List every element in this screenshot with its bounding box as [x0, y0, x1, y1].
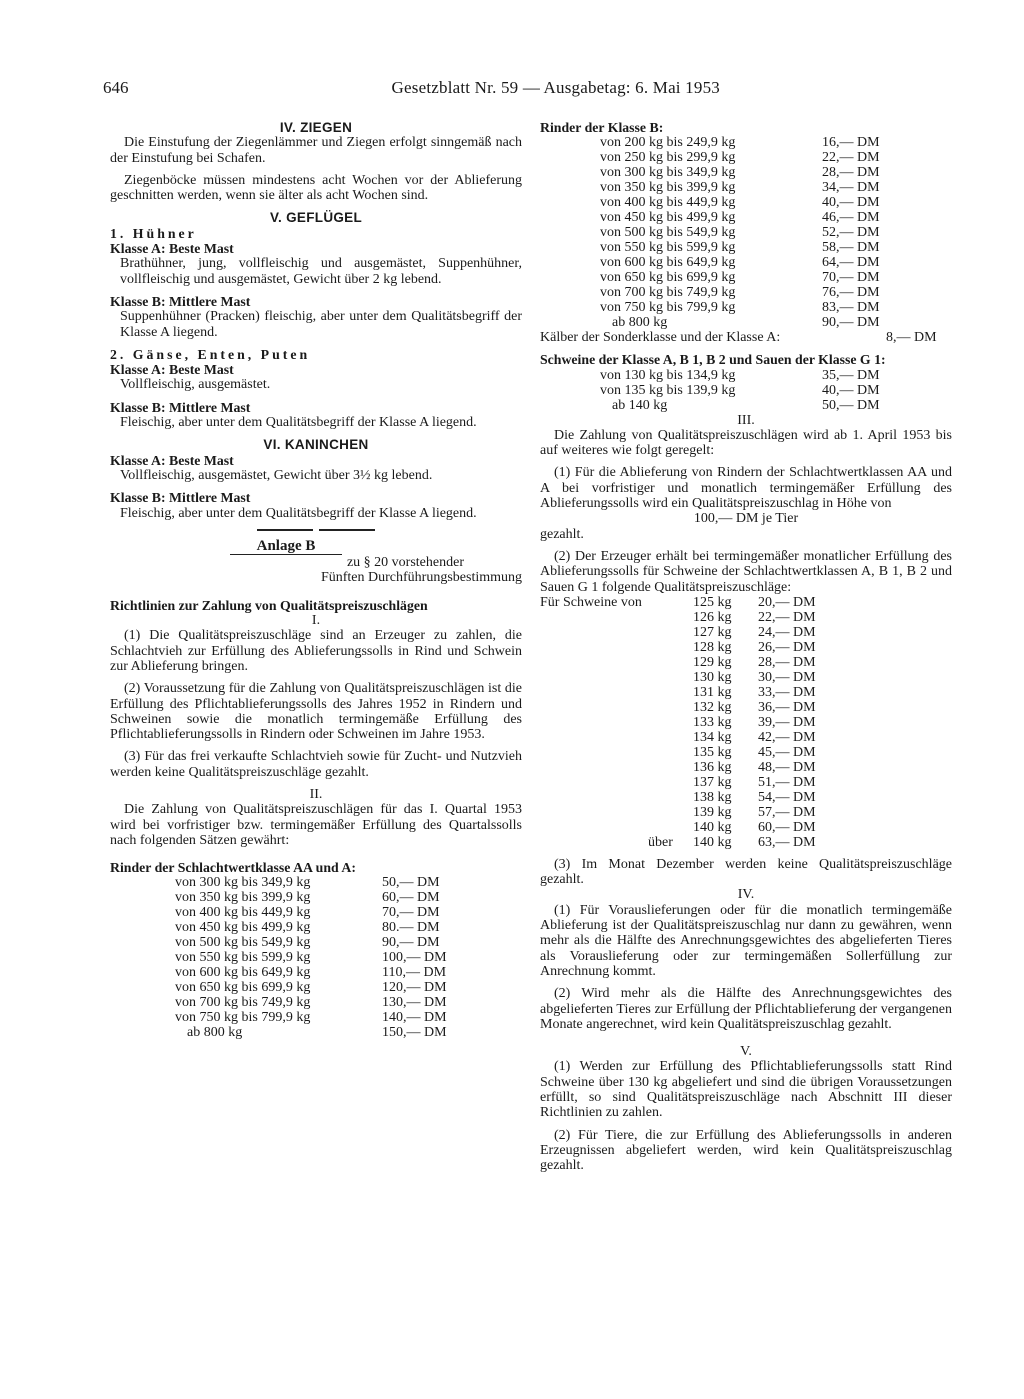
gazette-title: Gesetzblatt Nr. 59 — Ausgabetag: 6. Mai 1953 — [391, 78, 720, 97]
price: 60,— DM — [382, 890, 440, 906]
table-row — [540, 300, 952, 315]
price: 63,— DM — [758, 834, 816, 850]
table-row — [540, 745, 952, 760]
table-row — [110, 1010, 522, 1025]
price-table-pigs — [540, 368, 952, 413]
table-row — [540, 255, 952, 270]
price: 70,— DM — [822, 270, 880, 286]
price: 35,— DM — [822, 367, 880, 383]
table-heading: Schweine der Klasse A, B 1, B 2 und Sauen der Klasse G 1: — [540, 352, 886, 368]
paragraph: (3) Für das frei verkaufte Schlachtvieh sowie für Zucht- und Nutzvieh werden keine Qualitätspreiszuschläge gezahlt. — [110, 749, 522, 780]
price: 42,— DM — [758, 729, 816, 745]
section-number: I. — [311, 613, 321, 629]
price: 54,— DM — [758, 789, 816, 805]
row-label: Für Schweine von — [540, 594, 642, 610]
paragraph: Die Einstufung der Ziegenlämmer und Ziegen erfolgt sinngemäß nach der Einstufung bei Schafen. — [110, 135, 522, 166]
weight: 129 kg — [693, 654, 732, 670]
left-column — [110, 120, 522, 1040]
weight-range: von 200 kg bis 249,9 kg — [600, 135, 736, 151]
weight-range: von 550 kg bis 599,9 kg — [175, 950, 311, 966]
weight-range: von 650 kg bis 699,9 kg — [175, 980, 311, 996]
weight: 133 kg — [693, 714, 732, 730]
table-row — [540, 730, 952, 745]
paragraph: Ziegenböcke müssen mindestens acht Wochen vor der Ablieferung geschnitten werden, wenn sie älter als acht Wochen sind. — [110, 172, 522, 204]
price: 130,— DM — [382, 995, 447, 1011]
price: 58,— DM — [822, 240, 880, 256]
paragraph: Vollfleischig, ausgemästet, Gewicht über 3½ kg lebend. — [120, 467, 433, 483]
weight-range: von 250 kg bis 299,9 kg — [600, 150, 736, 166]
table-row — [540, 655, 952, 670]
paragraph: Die Zahlung von Qualitätspreiszuschlägen für das I. Quartal 1953 wird bei vorfristiger bzw. termingemäßer Erfüllung des Quartalssolls nach folgenden Sätzen gewährt: — [110, 802, 522, 848]
weight-range: von 400 kg bis 449,9 kg — [600, 195, 736, 211]
price: 80.— DM — [382, 920, 440, 936]
table-row — [110, 950, 522, 965]
price: 70,— DM — [382, 905, 440, 921]
class-heading: Klasse B: Mittlere Mast — [110, 399, 251, 415]
weight-range: von 600 kg bis 649,9 kg — [175, 965, 311, 981]
paragraph: (2) Wird mehr als die Hälfte des Anrechnungsgewichtes des abgelieferten Tieres zur Erfüllung der Pflichtablieferung der vergangenen Monate angerechnet, wird kein Qualitätspreiszuschlag gezahlt. — [540, 986, 952, 1032]
weight: 139 kg — [693, 804, 732, 820]
table-row — [110, 905, 522, 920]
paragraph: Fleischig, aber unter dem Qualitätsbegriff der Klasse A liegend. — [120, 415, 477, 431]
price: 26,— DM — [758, 639, 816, 655]
table-row — [110, 965, 522, 980]
annex-subtitle: zu § 20 vorstehender — [346, 555, 464, 571]
price: 22,— DM — [822, 150, 880, 166]
table-row — [540, 775, 952, 790]
weight-range: von 600 kg bis 649,9 kg — [600, 255, 736, 271]
table-row — [540, 210, 952, 225]
weight-range: von 300 kg bis 349,9 kg — [600, 165, 736, 181]
guideline-title: Richtlinien zur Zahlung von Qualitätspreiszuschlägen — [110, 597, 428, 613]
table-row — [110, 875, 522, 890]
table-row — [540, 610, 952, 625]
weight-range: von 700 kg bis 749,9 kg — [600, 285, 736, 301]
class-heading: Klasse B: Mittlere Mast — [110, 293, 251, 309]
price: 39,— DM — [758, 714, 816, 730]
section-heading-gefluegel: V. GEFLÜGEL — [269, 210, 363, 226]
table-row — [110, 920, 522, 935]
price: 83,— DM — [822, 300, 880, 316]
price: 52,— DM — [822, 225, 880, 241]
section-heading-ziegen: IV. ZIEGEN — [279, 120, 353, 135]
section-number: V. — [740, 1044, 752, 1060]
price: 45,— DM — [758, 744, 816, 760]
calves-price: 8,— DM — [886, 330, 937, 346]
class-heading: Klasse A: Beste Mast — [110, 241, 234, 257]
price: 33,— DM — [758, 684, 816, 700]
weight: 135 kg — [693, 744, 732, 760]
weight-range: von 700 kg bis 749,9 kg — [175, 995, 311, 1011]
paragraph: (1) Die Qualitätspreiszuschläge sind an Erzeuger zu zahlen, die Schlachtvieh zur Erfüllung des Ablieferungssolls in Rind und Schwein zur Ablieferung bringen. — [110, 628, 522, 674]
weight-range: von 130 kg bis 134,9 kg — [600, 367, 736, 383]
table-row — [540, 790, 952, 805]
price: 48,— DM — [758, 759, 816, 775]
table-row — [540, 165, 952, 180]
page-number: 646 — [103, 78, 129, 97]
paragraph: (2) Voraussetzung für die Zahlung von Qualitätspreiszuschlägen ist die Erfüllung des Pflichtablieferungssolls des Jahres 1952 in Rindern und Schweinen sowie die monatlich termingemäße Erfüllung des Pflichtablieferungssolls in Rindern oder Schweinen im Jahre 1953. — [110, 681, 522, 743]
price-table-aa — [110, 875, 522, 1040]
table-row — [540, 240, 952, 255]
paragraph: (2) Für Tiere, die zur Erfüllung des Ablieferungssolls in anderen Erzeugnissen abgeliefert werden, wird kein Qualitätspreiszuschlag gezahlt. — [540, 1127, 952, 1174]
table-row — [540, 180, 952, 195]
weight-range: von 750 kg bis 799,9 kg — [600, 300, 736, 316]
weight-range: von 450 kg bis 499,9 kg — [600, 210, 736, 226]
paragraph: (1) Werden zur Erfüllung des Pflichtablieferungssolls statt Rind Schweine über 130 kg abgeliefert und sind die übrigen Voraussetzungen erfüllt, so sind Qualitätspreiszuschläge nach Abschnitt III dieser Richtlinien zu zahlen. — [540, 1059, 952, 1121]
weight: 131 kg — [693, 684, 732, 700]
table-row — [540, 150, 952, 165]
table-heading: Rinder der Klasse B: — [540, 120, 664, 135]
table-row — [540, 835, 952, 850]
paragraph: Suppenhühner (Pracken) fleischig, aber unter dem Qualitätsbegriff der Klasse A liegend. — [120, 309, 522, 340]
weight-range: ab 140 kg — [612, 397, 668, 413]
table-row — [540, 820, 952, 835]
paragraph-end: gezahlt. — [540, 526, 584, 542]
section-heading-kaninchen: VI. KANINCHEN — [263, 437, 369, 453]
table-row — [540, 670, 952, 685]
weight: 130 kg — [693, 669, 732, 685]
table-row — [540, 715, 952, 730]
price: 28,— DM — [758, 654, 816, 670]
table-row — [110, 1025, 522, 1040]
weight: 127 kg — [693, 624, 732, 640]
weight-range: von 500 kg bis 549,9 kg — [175, 935, 311, 951]
weight: 140 kg — [693, 819, 732, 835]
price: 16,— DM — [822, 135, 880, 151]
price: 90,— DM — [822, 315, 880, 331]
right-column — [540, 120, 952, 1174]
paragraph: (1) Für die Ablieferung von Rindern der Schlachtwertklassen AA und A bei vorfristiger und monatlich termingemäßer Erfüllung des Ablieferungssolls wird ein Qualitätspreiszuschlag in Höhe von — [540, 465, 952, 512]
weight: 128 kg — [693, 639, 732, 655]
price: 24,— DM — [758, 624, 816, 640]
table-row — [540, 640, 952, 655]
weight: 140 kg — [693, 834, 732, 850]
weight: 138 kg — [693, 789, 732, 805]
table-row — [110, 995, 522, 1010]
weight: 132 kg — [693, 699, 732, 715]
price: 76,— DM — [822, 285, 880, 301]
class-heading: Klasse B: Mittlere Mast — [110, 490, 251, 506]
weight-range: von 350 kg bis 399,9 kg — [175, 890, 311, 906]
class-heading: Klasse A: Beste Mast — [110, 362, 234, 378]
annex-subtitle: Fünften Durchführungsbestimmung — [320, 570, 522, 586]
section-number: III. — [737, 412, 755, 428]
price: 51,— DM — [758, 774, 816, 790]
paragraph: (3) Im Monat Dezember werden keine Qualitätspreiszuschläge gezahlt. — [540, 856, 952, 888]
table-row — [540, 595, 952, 610]
annex-title: Anlage B — [230, 539, 342, 555]
price: 30,— DM — [758, 669, 816, 685]
subheading: 1. Hühner — [110, 225, 197, 241]
table-row — [540, 685, 952, 700]
amount: 100,— DM je Tier — [693, 511, 799, 527]
page-header — [103, 78, 720, 100]
weight: 134 kg — [693, 729, 732, 745]
price: 100,— DM — [382, 950, 447, 966]
price: 60,— DM — [758, 819, 816, 835]
table-row — [540, 368, 952, 383]
paragraph: Die Zahlung von Qualitätspreiszuschlägen wird ab 1. April 1953 bis auf weiteres wie folgt geregelt: — [540, 427, 952, 459]
price: 34,— DM — [822, 180, 880, 196]
separator-rule — [246, 529, 386, 531]
weight-range: von 300 kg bis 349,9 kg — [175, 875, 311, 891]
price: 120,— DM — [382, 980, 447, 996]
price: 150,— DM — [382, 1025, 447, 1041]
price: 140,— DM — [382, 1010, 447, 1026]
table-row — [110, 890, 522, 905]
price: 36,— DM — [758, 699, 816, 715]
weight-range: von 550 kg bis 599,9 kg — [600, 240, 736, 256]
weight: 137 kg — [693, 774, 732, 790]
weight: 125 kg — [693, 594, 732, 610]
table-row — [110, 980, 522, 995]
table-row — [540, 805, 952, 820]
weight-range: ab 800 kg — [612, 315, 668, 331]
calves-label: Kälber der Sonderklasse und der Klasse A: — [540, 330, 781, 346]
table-row — [540, 625, 952, 640]
weight-range: von 650 kg bis 699,9 kg — [600, 270, 736, 286]
calves-line — [540, 330, 952, 345]
price-table-b — [540, 135, 952, 330]
weight: 136 kg — [693, 759, 732, 775]
price: 40,— DM — [822, 382, 880, 398]
table-row — [540, 270, 952, 285]
weight: 126 kg — [693, 609, 732, 625]
table-row — [110, 935, 522, 950]
paragraph: Fleischig, aber unter dem Qualitätsbegriff der Klasse A liegend. — [120, 505, 477, 521]
price: 110,— DM — [382, 965, 447, 981]
price: 57,— DM — [758, 804, 816, 820]
table-row — [540, 315, 952, 330]
weight-range: von 750 kg bis 799,9 kg — [175, 1010, 311, 1026]
paragraph: (2) Der Erzeuger erhält bei termingemäßer monatlicher Erfüllung des Ablieferungssolls für Schweine der Schlachtwertklassen A, B 1, B 2 und Sauen G 1 folgende Qualitätspreiszuschläge: — [540, 548, 952, 595]
price: 22,— DM — [758, 609, 816, 625]
table-row — [540, 225, 952, 240]
section-number: IV. — [737, 887, 755, 903]
paragraph: (1) Für Vorauslieferungen oder für die monatlich termingemäße Ablieferung ist der Qualitätspreiszuschlag nur dann zu gewähren, wenn mehr als die Hälfte des Anrechnungsgewichtes des abgelieferten Tieres als Vorauslieferung oder zur termingemäßen Sollerfüllung zur Anrechnung kommt. — [540, 902, 952, 979]
table-row — [540, 285, 952, 300]
table-row — [540, 398, 952, 413]
price: 20,— DM — [758, 594, 816, 610]
price: 50,— DM — [382, 875, 440, 891]
weight-range: von 450 kg bis 499,9 kg — [175, 920, 311, 936]
price: 28,— DM — [822, 165, 880, 181]
price: 90,— DM — [382, 935, 440, 951]
table-row — [540, 700, 952, 715]
weight-range: von 500 kg bis 549,9 kg — [600, 225, 736, 241]
paragraph: Vollfleischig, ausgemästet. — [120, 377, 271, 393]
weight-range: von 135 kg bis 139,9 kg — [600, 382, 736, 398]
weight-range: von 350 kg bis 399,9 kg — [600, 180, 736, 196]
table-heading: Rinder der Schlachtwertklasse AA und A: — [110, 860, 356, 876]
table-row — [540, 760, 952, 775]
table-row — [540, 135, 952, 150]
subheading: 2. Gänse, Enten, Puten — [110, 346, 311, 362]
paragraph: Brathühner, jung, vollfleischig und ausgemästet, Suppenhühner, vollfleischig und ausgemästet, Gewicht über 2 kg lebend. — [120, 256, 522, 287]
weight-range: ab 800 kg — [187, 1025, 243, 1041]
price: 46,— DM — [822, 210, 880, 226]
row-label: über — [648, 834, 673, 850]
weight-range: von 400 kg bis 449,9 kg — [175, 905, 311, 921]
table-row — [540, 383, 952, 398]
table-row — [540, 195, 952, 210]
price: 64,— DM — [822, 255, 880, 271]
price-table-pig-weights — [540, 595, 952, 850]
class-heading: Klasse A: Beste Mast — [110, 452, 234, 468]
section-number: II. — [309, 786, 323, 802]
price: 40,— DM — [822, 195, 880, 211]
price: 50,— DM — [822, 397, 880, 413]
